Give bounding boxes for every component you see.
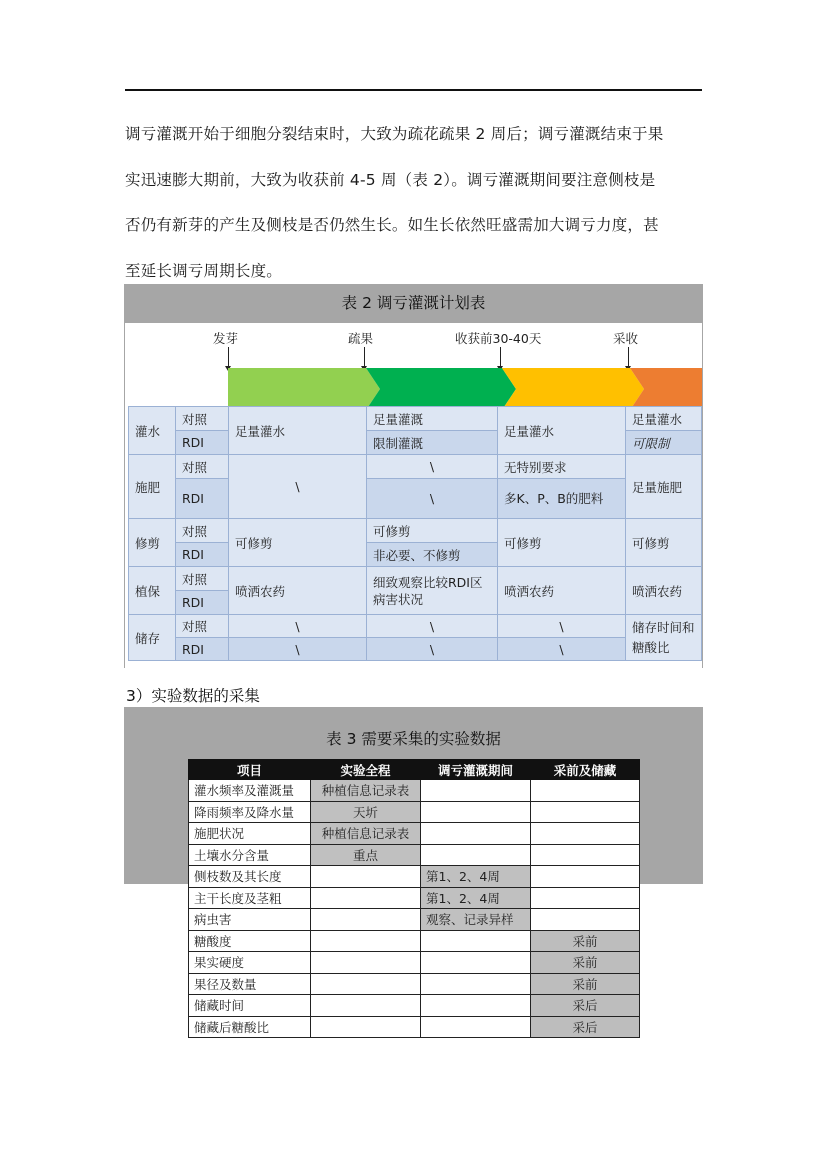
rdi-label: RDI (176, 479, 229, 519)
table-cell: 采前 (531, 973, 640, 995)
table-cell: 降雨频率及降水量 (189, 801, 311, 823)
table-cell (421, 823, 531, 845)
table-cell (311, 909, 421, 931)
table-cell (311, 930, 421, 952)
section-heading: 3）实验数据的采集 (126, 687, 260, 705)
table-cell (421, 801, 531, 823)
cell: 可限制 (626, 431, 702, 455)
table-cell (421, 973, 531, 995)
rdi-label: RDI (176, 431, 229, 455)
table-cell: 果实硬度 (189, 952, 311, 974)
table2-title: 表 2 调亏灌溉计划表 (341, 294, 486, 312)
rdi-label: RDI (176, 638, 229, 661)
header-cell: 采前及储藏 (531, 760, 640, 780)
cell: 足量灌水 (229, 407, 367, 455)
table-cell: 糖酸度 (189, 930, 311, 952)
chevron-thinning (366, 368, 516, 408)
table-row (189, 909, 640, 931)
cell: \ (367, 455, 498, 479)
cell: 非必要、不修剪 (367, 543, 498, 567)
irrigation-plan-table (128, 406, 702, 661)
table-cell (531, 780, 640, 802)
control-label: 对照 (176, 615, 229, 638)
table-cell: 种植信息记录表 (311, 823, 421, 845)
table-cell (531, 844, 640, 866)
cell: 多K、P、B的肥料 (498, 479, 626, 519)
table-cell: 土壤水分含量 (189, 844, 311, 866)
table-cell (531, 823, 640, 845)
paragraph-line: 至延长调亏周期长度。 (125, 261, 283, 280)
table-cell: 施肥状况 (189, 823, 311, 845)
cell: \ (229, 455, 367, 519)
cell: 足量灌水 (626, 407, 702, 431)
table-cell: 采后 (531, 995, 640, 1017)
table-row (189, 866, 640, 888)
control-label: 对照 (176, 407, 229, 431)
table-cell: 观察、记录异样 (421, 909, 531, 931)
cell: 可修剪 (367, 519, 498, 543)
row-label-protect: 植保 (129, 567, 176, 615)
table-row (189, 1016, 640, 1038)
table-row (189, 780, 640, 802)
cell: 可修剪 (229, 519, 367, 567)
header-cell: 项目 (189, 760, 311, 780)
body-paragraph (125, 112, 703, 294)
table-cell: 灌水频率及灌溉量 (189, 780, 311, 802)
cell: 可修剪 (498, 519, 626, 567)
stage-label-sprout: 发芽 (213, 331, 239, 346)
cell: \ (367, 638, 498, 661)
table-cell: 采前 (531, 930, 640, 952)
cell: 无特别要求 (498, 455, 626, 479)
stage-label-harvest: 采收 (613, 331, 639, 346)
table2-body (125, 323, 702, 668)
table-row (189, 995, 640, 1017)
row-label-irrigation: 灌水 (129, 407, 176, 455)
control-label: 对照 (176, 455, 229, 479)
cell: \ (229, 638, 367, 661)
table-cell: 储藏后糖酸比 (189, 1016, 311, 1038)
cell: \ (367, 479, 498, 519)
table-cell: 病虫害 (189, 909, 311, 931)
cell: 限制灌溉 (367, 431, 498, 455)
table-cell (311, 866, 421, 888)
cell: 足量施肥 (626, 455, 702, 519)
table3-title: 表 3 需要采集的实验数据 (326, 730, 501, 748)
stage-label-thinning: 疏果 (348, 331, 374, 346)
table-cell: 重点 (311, 844, 421, 866)
paragraph-line: 调亏灌溉开始于细胞分裂结束时，大致为疏花疏果 2 周后；调亏灌溉结束于果 (125, 125, 664, 143)
table-cell (421, 930, 531, 952)
table2-block (124, 284, 703, 668)
table-cell (531, 801, 640, 823)
stage-timeline (125, 323, 702, 408)
table-cell: 采前 (531, 952, 640, 974)
control-label: 对照 (176, 567, 229, 591)
row-label-store: 储存 (129, 615, 176, 661)
table-cell (421, 1016, 531, 1038)
table-cell (531, 887, 640, 909)
row-label-prune: 修剪 (129, 519, 176, 567)
table-cell (311, 973, 421, 995)
cell: 细致观察比较RDI区病害状况 (367, 567, 498, 615)
row-label-fertilize: 施肥 (129, 455, 176, 519)
table-cell: 果径及数量 (189, 973, 311, 995)
table-cell: 种植信息记录表 (311, 780, 421, 802)
cell: 足量灌水 (498, 407, 626, 455)
cell: \ (498, 615, 626, 638)
chevron-sprout (228, 368, 380, 408)
table-cell (531, 866, 640, 888)
table-cell: 侧枝数及其长度 (189, 866, 311, 888)
table-cell (311, 887, 421, 909)
table-row (189, 823, 640, 845)
cell: \ (229, 615, 367, 638)
table-cell (421, 780, 531, 802)
table-row (189, 952, 640, 974)
table-cell (421, 995, 531, 1017)
cell: 喷洒农药 (498, 567, 626, 615)
table-row (189, 887, 640, 909)
cell: 喷洒农药 (626, 567, 702, 615)
table-row (189, 930, 640, 952)
table-cell: 主干长度及茎粗 (189, 887, 311, 909)
table-cell (421, 844, 531, 866)
cell: 喷洒农药 (229, 567, 367, 615)
cell: 可修剪 (626, 519, 702, 567)
rdi-label: RDI (176, 591, 229, 615)
table-row (189, 973, 640, 995)
table-cell (531, 909, 640, 931)
table-cell: 第1、2、4周 (421, 887, 531, 909)
table-cell: 储藏时间 (189, 995, 311, 1017)
cell: \ (367, 615, 498, 638)
header-cell: 调亏灌溉期间 (421, 760, 531, 780)
control-label: 对照 (176, 519, 229, 543)
table-cell (311, 995, 421, 1017)
table-header-row (189, 760, 640, 780)
stage-label-preharvest: 收获前30-40天 (455, 331, 542, 346)
table-cell (311, 1016, 421, 1038)
cell: \ (498, 638, 626, 661)
table-cell (311, 952, 421, 974)
data-collection-table (188, 759, 640, 1038)
rdi-label: RDI (176, 543, 229, 567)
table-row (189, 801, 640, 823)
chevron-preharvest (502, 368, 644, 408)
stage-chevrons (125, 323, 702, 408)
table-cell: 天圻 (311, 801, 421, 823)
table-cell: 采后 (531, 1016, 640, 1038)
table-cell (421, 952, 531, 974)
table-row (189, 844, 640, 866)
header-rule (125, 89, 702, 91)
header-cell: 实验全程 (311, 760, 421, 780)
cell: 足量灌溉 (367, 407, 498, 431)
cell: 储存时间和糖酸比 (626, 615, 702, 661)
paragraph-line: 否仍有新芽的产生及侧枝是否仍然生长。如生长依然旺盛需加大调亏力度，甚 (125, 216, 659, 234)
table-cell: 第1、2、4周 (421, 866, 531, 888)
paragraph-line: 实迅速膨大期前，大致为收获前 4-5 周（表 2）。调亏灌溉期间要注意侧枝是 (125, 170, 656, 189)
